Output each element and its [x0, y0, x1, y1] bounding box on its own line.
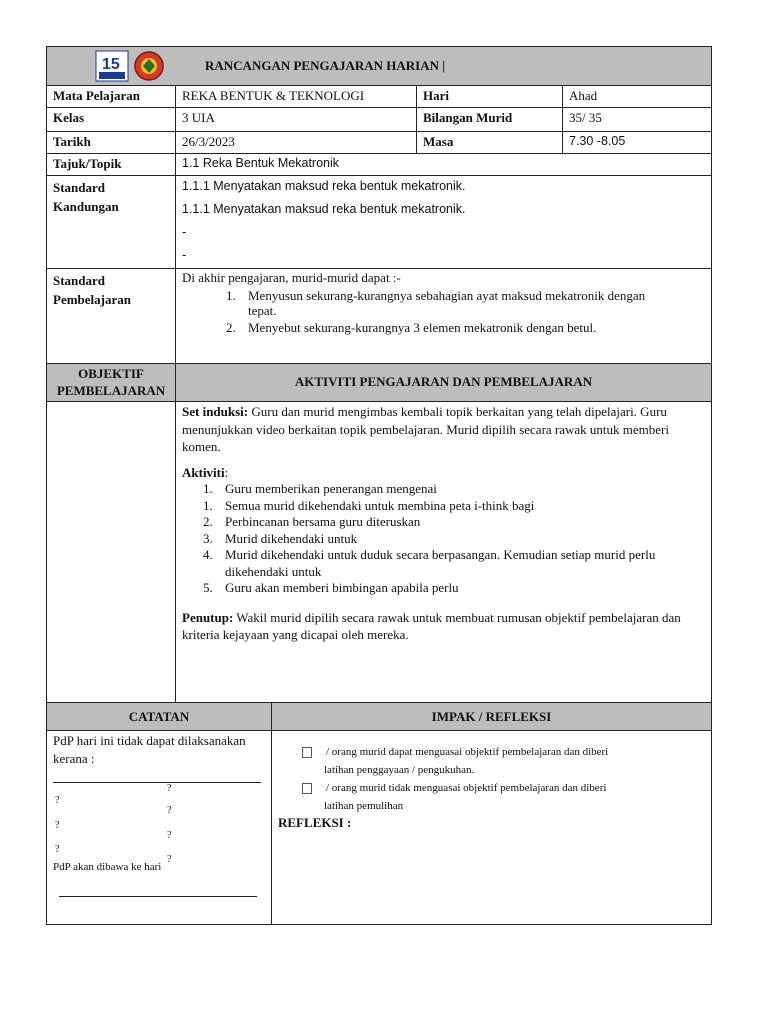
question-mark: ? [55, 844, 60, 855]
bottom-header-row [47, 703, 711, 731]
activity-body-row [47, 402, 711, 703]
date-label: Tarikh [47, 132, 176, 153]
question-mark: ? [167, 854, 172, 865]
activity-steps [203, 481, 683, 597]
impak-line-2b: latihan pemulihan [324, 800, 404, 812]
impak-line-2: / orang murid tidak menguasai objektif pembelajaran dan diberi [302, 782, 606, 794]
impak-line-1: / orang murid dapat menguasai objektif pembelajaran dan diberi [302, 746, 608, 758]
class-value: 3 UIA [176, 108, 417, 131]
class-row [47, 108, 711, 132]
refleksi-label: REFLEKSI : [278, 815, 352, 830]
school-logo-icon [95, 50, 129, 82]
class-label: Kelas [47, 108, 176, 131]
standard-pembelajaran-label: Standard Pembelajaran [47, 269, 176, 363]
standard-pembelajaran-row [47, 269, 711, 364]
impak-line-1b: latihan penggayaan / pengukuhan. [324, 764, 475, 776]
header-row [47, 47, 711, 86]
activity-header-row [47, 364, 711, 402]
catatan-cell [47, 731, 272, 924]
activity-step: 4. Murid dikehendaki untuk duduk secara berpasangan. Kemudian setiap murid perlu dikehendaki untuk [203, 547, 656, 579]
question-mark: ? [167, 783, 172, 794]
day-value: Ahad [569, 88, 598, 103]
time-label: Masa [417, 132, 563, 153]
standard-pembelajaran-content [176, 269, 711, 363]
activity-step: 1. Guru memberikan penerangan mengenai [203, 481, 437, 496]
checkbox-icon[interactable] [302, 747, 312, 758]
penutup: Penutup: Wakil murid dipilih secara rawak untuk membuat rumusan objektif pembelajaran dan kriteria kejayaan yang dicapai oleh mereka. [182, 609, 681, 642]
topic-value: 1.1 Reka Bentuk Mekatronik [182, 156, 340, 170]
standard-kandungan-label: Standard Kandungan [47, 176, 176, 268]
activity-step: 1. Semua murid dikehendaki untuk membina peta i-think bagi [203, 497, 535, 513]
question-mark: ? [55, 795, 60, 806]
day-label: Hari [417, 86, 563, 107]
date-value: 26/3/2023 [176, 132, 417, 153]
standard-kandungan-row [47, 176, 711, 269]
activity-heading: AKTIVITI PENGAJARAN DAN PEMBELAJARAN [176, 364, 711, 401]
question-mark: ? [55, 820, 60, 831]
students-label: Bilangan Murid [417, 108, 563, 131]
kandungan-item: 1.1.1 Menyatakan maksud reka bentuk mekatronik. [182, 202, 466, 216]
aktiviti-heading: Aktiviti: [182, 464, 229, 480]
svg-text:15: 15 [102, 56, 120, 73]
crest-icon [133, 50, 165, 82]
activity-step: 3. Murid dikehendaki untuk [203, 530, 358, 546]
page-title: RANCANGAN PENGAJARAN HARIAN | [205, 58, 446, 73]
objective-heading: OBJEKTIF PEMBELAJARAN [47, 364, 176, 401]
subject-label: Mata Pelajaran [47, 86, 176, 107]
topic-row [47, 154, 711, 176]
date-row [47, 132, 711, 154]
catatan-text: PdP hari ini tidak dapat dilaksanakan kerana : [53, 733, 246, 766]
catatan-line [53, 782, 261, 783]
activity-step: 5. Guru akan memberi bimbingan apabila perlu [203, 580, 459, 595]
checkbox-icon[interactable] [302, 783, 312, 794]
topic-label: Tajuk/Topik [47, 154, 176, 175]
subject-row [47, 86, 711, 108]
question-mark: ? [167, 805, 172, 816]
objective-list [226, 288, 666, 335]
kandungan-item: - [182, 248, 187, 262]
bottom-body-row [47, 731, 711, 924]
activity-content [176, 402, 711, 702]
catatan-heading: CATATAN [47, 703, 272, 730]
lesson-plan-sheet [46, 46, 712, 925]
kandungan-item: - [182, 225, 187, 239]
carry-text: PdP akan dibawa ke hari [53, 861, 162, 873]
set-induksi: Set induksi: Guru dan murid mengimbas kembali topik berkaitan yang telah dipelajari. Guru menunjukkan video berkaitan topik pembelajaran. Murid dipilih secara rawak untuk memberi komen. [182, 404, 669, 454]
time-value: 7.30 -8.05 [569, 134, 626, 148]
students-value: 35/ 35 [569, 110, 602, 125]
objective-column [47, 402, 176, 702]
impak-cell [272, 731, 711, 924]
subject-value: REKA BENTUK & TEKNOLOGI [176, 86, 417, 107]
kandungan-item: 1.1.1 Menyatakan maksud reka bentuk mekatronik. [182, 179, 466, 193]
impak-heading: IMPAK / REFLEKSI [272, 703, 711, 730]
question-mark: ? [167, 830, 172, 841]
pembelajaran-intro: Di akhir pengajaran, murid-murid dapat :- [182, 270, 401, 285]
activity-step: 2. Perbincanan bersama guru diteruskan [203, 514, 421, 529]
standard-kandungan-content [176, 176, 711, 268]
objective-item: 2. Menyebut sekurang-kurangnya 3 elemen mekatronik dengan betul. [226, 320, 597, 335]
carry-line [59, 896, 257, 897]
objective-item: 1. Menyusun sekurang-kurangnya sebahagian ayat maksud mekatronik dengan tepat. [226, 288, 646, 318]
